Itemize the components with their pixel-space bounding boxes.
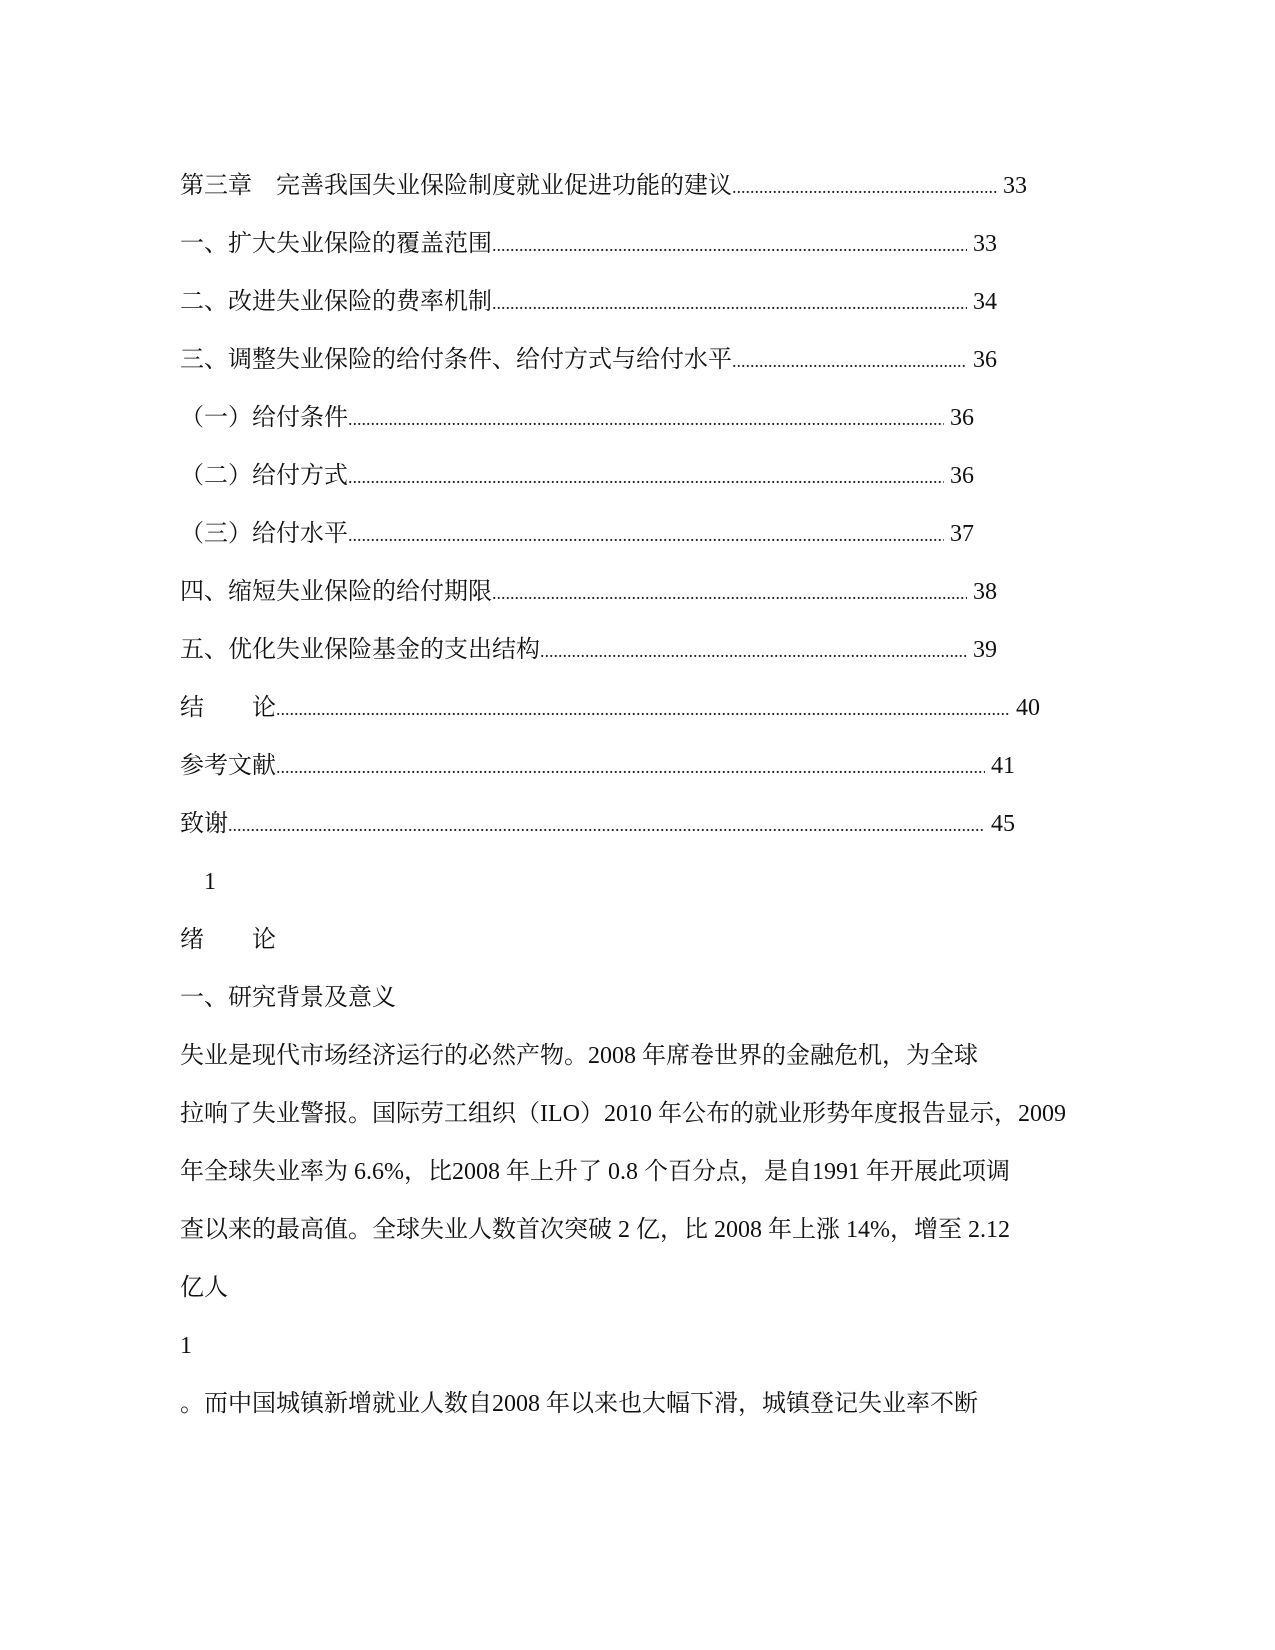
chapter-heading: 绪 论 bbox=[180, 927, 276, 953]
toc-entry-page: 36 bbox=[950, 463, 974, 489]
toc-entry-title: 二、改进失业保险的费率机制 bbox=[180, 289, 492, 315]
toc-entry bbox=[180, 331, 997, 389]
toc-entry bbox=[180, 737, 1015, 795]
document-page bbox=[180, 157, 1080, 1433]
toc-entry-title: 一、扩大失业保险的覆盖范围 bbox=[180, 231, 492, 257]
dot-leader bbox=[732, 158, 997, 216]
toc-entry bbox=[180, 621, 997, 679]
toc-entry-page: 41 bbox=[991, 753, 1015, 779]
toc-entry bbox=[180, 215, 997, 273]
toc-entry-title: 五、优化失业保险基金的支出结构 bbox=[180, 637, 540, 663]
toc-entry bbox=[180, 389, 974, 447]
toc-entry-title: 参考文献 bbox=[180, 753, 276, 779]
page-number: 1 bbox=[204, 869, 216, 895]
toc-entry-title: 致谢 bbox=[180, 811, 228, 837]
dot-leader bbox=[348, 506, 944, 564]
toc-entry-page: 33 bbox=[973, 231, 997, 257]
dot-leader bbox=[276, 680, 1010, 738]
toc-entry bbox=[180, 157, 1027, 215]
dot-leader bbox=[348, 448, 944, 506]
toc-entry-title: （一）给付条件 bbox=[180, 405, 348, 431]
toc-entry-title: 结 论 bbox=[180, 695, 276, 721]
table-of-contents bbox=[180, 157, 1080, 853]
toc-entry-page: 33 bbox=[1003, 173, 1027, 199]
dot-leader bbox=[228, 796, 985, 854]
dot-leader bbox=[492, 564, 967, 622]
body-paragraph bbox=[180, 1027, 1080, 1317]
section-heading: 一、研究背景及意义 bbox=[180, 985, 396, 1011]
toc-entry-page: 40 bbox=[1016, 695, 1040, 721]
toc-entry-page: 45 bbox=[991, 811, 1015, 837]
dot-leader bbox=[732, 332, 967, 390]
toc-entry-title: （二）给付方式 bbox=[180, 463, 348, 489]
paragraph-line: 。而中国城镇新增就业人数自2008 年以来也大幅下滑，城镇登记失业率不断 bbox=[180, 1391, 978, 1417]
toc-entry-page: 39 bbox=[973, 637, 997, 663]
paragraph-line: 年全球失业率为 6.6%，比2008 年上升了 0.8 个百分点，是自1991 年开展此项调 bbox=[180, 1159, 1010, 1185]
toc-entry-page: 36 bbox=[950, 405, 974, 431]
toc-entry-page: 37 bbox=[950, 521, 974, 547]
paragraph-line: 拉响了失业警报。国际劳工组织（ILO）2010 年公布的就业形势年度报告显示，2009 bbox=[180, 1101, 1066, 1127]
toc-entry bbox=[180, 447, 974, 505]
footnote-mark: 1 bbox=[180, 1333, 192, 1359]
toc-entry-page: 34 bbox=[973, 289, 997, 315]
dot-leader bbox=[276, 738, 985, 796]
paragraph-line: 亿人 bbox=[180, 1275, 228, 1301]
toc-entry-title: 四、缩短失业保险的给付期限 bbox=[180, 579, 492, 605]
toc-entry bbox=[180, 563, 997, 621]
toc-entry-title: （三）给付水平 bbox=[180, 521, 348, 547]
paragraph-line: 失业是现代市场经济运行的必然产物。2008 年席卷世界的金融危机，为全球 bbox=[180, 1043, 978, 1069]
toc-entry-page: 38 bbox=[973, 579, 997, 605]
toc-entry bbox=[180, 505, 974, 563]
dot-leader bbox=[348, 390, 944, 448]
toc-entry-title: 三、调整失业保险的给付条件、给付方式与给付水平 bbox=[180, 347, 732, 373]
toc-entry bbox=[180, 795, 1015, 853]
paragraph-line: 查以来的最高值。全球失业人数首次突破 2 亿，比 2008 年上涨 14%，增至 2.12 bbox=[180, 1217, 1010, 1243]
toc-entry-title: 第三章 完善我国失业保险制度就业促进功能的建议 bbox=[180, 173, 732, 199]
toc-entry-page: 36 bbox=[973, 347, 997, 373]
dot-leader bbox=[540, 622, 967, 680]
dot-leader bbox=[492, 274, 967, 332]
toc-entry bbox=[180, 679, 1040, 737]
toc-entry bbox=[180, 273, 997, 331]
dot-leader bbox=[492, 216, 967, 274]
